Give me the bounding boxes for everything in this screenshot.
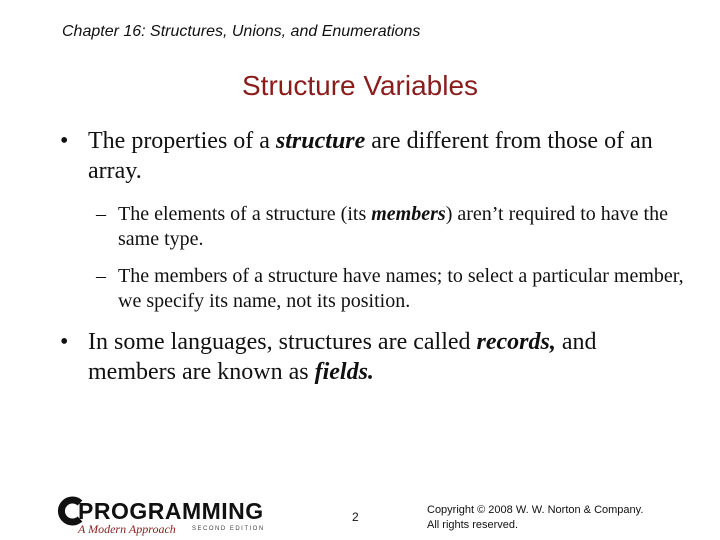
sub-bullet-marker: – (96, 203, 106, 225)
bullet-2-text: In some languages, structures are called records, and members are known as fields. (88, 329, 597, 385)
bullet-marker: • (60, 329, 69, 355)
copyright-line-1: Copyright © 2008 W. W. Norton & Company. (427, 504, 644, 516)
term-structure: structure (275, 128, 366, 154)
slide-title: Structure Variables (241, 70, 479, 101)
logo-edition: SECOND EDITION (192, 526, 265, 532)
sub-bullet-2 (96, 264, 696, 314)
term-records: records, (476, 329, 556, 355)
term-members: members (371, 203, 446, 225)
sub-bullet-1 (96, 202, 696, 252)
chapter-header: Chapter 16: Structures, Unions, and Enumerations (62, 23, 421, 40)
logo-subtitle: A Modern Approach (78, 522, 176, 536)
book-logo (56, 496, 276, 538)
sub-bullet-marker: – (96, 265, 106, 287)
sub-bullet-1-text: The elements of a structure (its members) aren’t required to have the same type. (118, 203, 668, 250)
copyright-line-2: All rights reserved. (427, 519, 519, 531)
bullet-marker: • (60, 128, 69, 154)
page-number: 2 (352, 510, 359, 524)
copyright-notice (427, 503, 643, 533)
sub-bullet-2-text: The members of a structure have names; to select a particular member, we specify its name, not its position. (118, 265, 684, 312)
bullet-2 (60, 327, 680, 387)
term-fields: fields. (314, 359, 374, 385)
bullet-1-text: The properties of a structure are different from those of an array. (88, 128, 653, 184)
bullet-1 (60, 126, 680, 186)
logo-wordmark: PROGRAMMING (78, 498, 264, 524)
